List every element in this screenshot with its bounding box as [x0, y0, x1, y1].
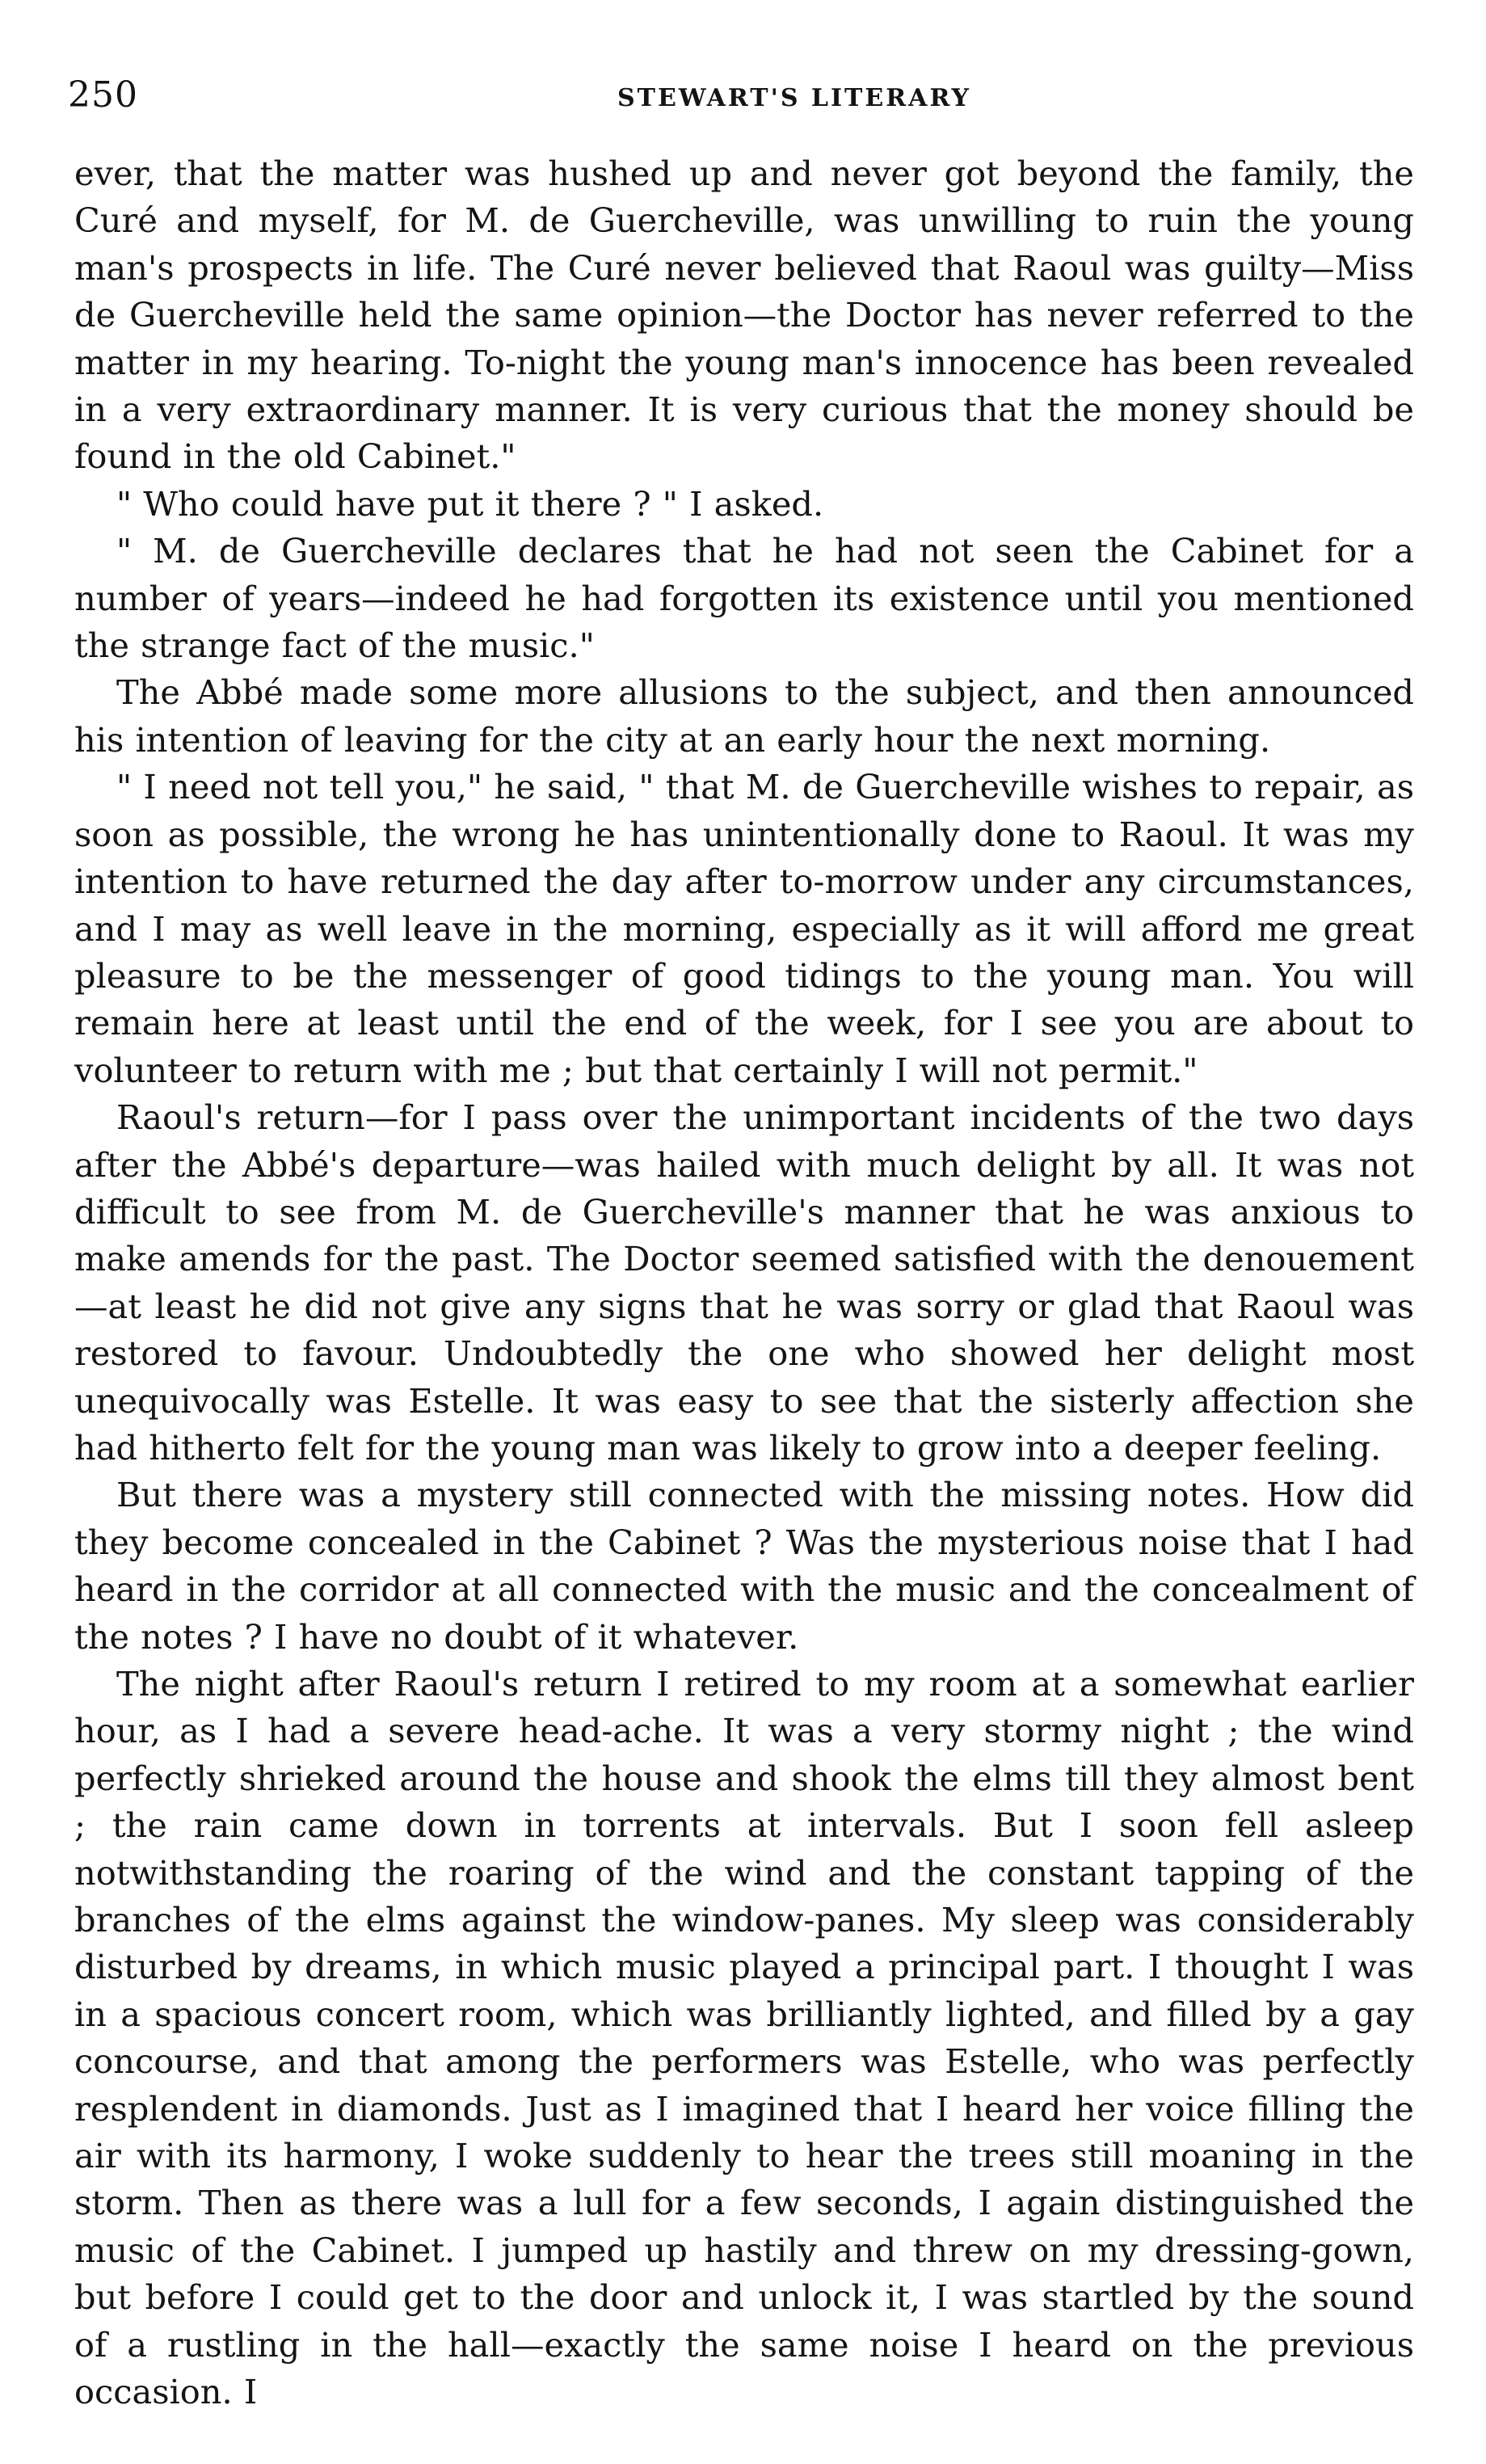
paragraph-abbe-departure: The Abbé made some more allusions to the subject, and then announced his intention of leaving for the city at an early hour the next morning. [74, 672, 1414, 760]
running-title: STEWART'S LITERARY [617, 84, 971, 112]
paragraph-stormy-night: The night after Raoul's return I retired to my room at a somewhat earlier hour, as I had a severe head-ache. It was a very stormy night ; the wind perfectly shrieked around the house and shook the elms till they almost bent ; the rain came down in torrents at intervals. But I soon fell asleep notwithstanding the roaring of the wind and the constant tapping of the branches of the elms against the window-panes. My sleep was considerably disturbed by dreams, in which music played a principal part. I thought I was in a spacious concert room, which was brilliantly lighted, and filled by a gay concourse, and that among the performers was Estelle, who was perfectly resplendent in diamonds. Just as I imagined that I heard her voice filling the air with its harmony, I woke suddenly to hear the trees still moaning in the storm. Then as there was a lull for a few seconds, I again distinguished the music of the Cabinet. I jumped up hastily and threw on my dressing-gown, but before I could get to the door and unlock it, I was startled by the sound of a rustling in the hall—exactly the same noise I heard on the previous occasion. I [74, 1664, 1414, 2412]
running-head [68, 71, 1417, 120]
paragraph-abbe-speech: " I need not tell you," he said, " that M. de Guercheville wishes to repair, as soon as possible, the wrong he has unintentionally done to Raoul. It was my intention to have returned the day after to-morrow under any circumstances, and I may as well leave in the morning, especially as it will afford me great pleasure to be the messenger of good tidings to the young man. You will remain here at least until the end of the week, for I see you are about to volunteer to return with me ; but that certainly I will not permit." [74, 767, 1414, 1090]
paragraph-raoul-return: Raoul's return—for I pass over the unimportant incidents of the two days after the Abbé's departure—was hailed with much delight by all. It was not difficult to see from M. de Guercheville's manner that he was anxious to make amends for the past. The Doctor seemed satisfied with the denouement—at least he did not give any signs that he was sorry or glad that Raoul was restored to favour. Undoubtedly the one who showed her delight most unequivocally was Estelle. It was easy to see that the sisterly affection she had hitherto felt for the young man was likely to grow into a deeper feeling. [74, 1097, 1414, 1468]
paragraph-continuation: ever, that the matter was hushed up and never got beyond the family, the Curé and myself, for M. de Guercheville, was unwilling to ruin the young man's prospects in life. The Curé never believed that Raoul was guilty—Miss de Guercheville held the same opinion—the Doctor has never referred to the matter in my hearing. To-night the young man's innocence has been revealed in a very extraordinary manner. It is very curious that the money should be found in the old Cabinet." [74, 154, 1414, 477]
paragraph-cabinet-reply: " M. de Guercheville declares that he had not seen the Cabinet for a number of years—indeed he had forgotten its existence until you mentioned the strange fact of the music." [74, 531, 1414, 666]
paragraph-question: " Who could have put it there ? " I asked. [116, 483, 824, 524]
paragraph-mystery: But there was a mystery still connected with the missing notes. How did they become concealed in the Cabinet ? Was the mysterious noise that I had heard in the corridor at all connected with the music and the concealment of the notes ? I have no doubt of it whatever. [74, 1475, 1414, 1657]
body-text [74, 150, 1414, 2416]
page-number: 250 [68, 74, 138, 116]
